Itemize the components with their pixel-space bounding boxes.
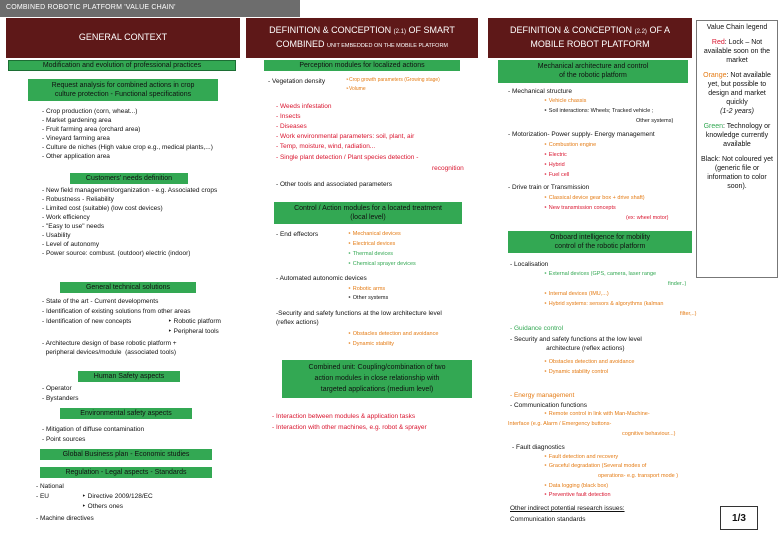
end-sub: ‣ Thermal devices [348,251,394,257]
technical-sub-robotic: ‣ Robotic platform [168,318,221,325]
sec-sub: ‣ Dynamic stability control [544,369,609,375]
legend-green: Green: Technology or knowledge currently available [703,123,771,148]
motor-sub: ‣ Hybrid [544,162,565,168]
business-plan-box: Global Business plan - Economic studies [40,449,212,460]
end-sub: ‣ Electrical devices [348,241,396,247]
security-2-1: -Security and safety functions at the low architecture level (reflex actions) [276,310,442,326]
conception-2-2-header: DEFINITION & CONCEPTION (2.2) OF A MOBILE ROBOT PLATFORM [488,18,692,58]
request-analysis-box: Request analysis for combined actions in crop culture protection - Functional specifications [28,79,218,101]
perception-item: - Diseases [276,123,307,130]
crop-item: - Market gardening area [42,117,112,124]
needs-item: - "Easy to use" needs [42,223,105,230]
perception-item: - Insects [276,113,301,120]
crop-item: - Crop production (corn, wheat...) [42,108,138,115]
motor-sub: ‣ Electric [544,152,567,158]
end-sub: ‣ Chemical sprayer devices [348,261,416,267]
security-2-2: - Security and safety functions at the low level architecture (reflex actions) [510,336,642,352]
reg-item: - Machine directives [36,515,94,522]
automated-devices: - Automated autonomic devices [276,275,367,282]
motorization: - Motorization- Power supply- Energy management [508,131,655,138]
customers-needs-box: Customers' needs definition [70,173,188,184]
human-safety-box: Human Safety aspects [78,371,180,382]
reg-sub-directive: ‣ Directive 2009/128/EC [82,493,153,500]
human-item: - Operator [42,385,72,392]
crop-item: - Fruit farming area (orchard area) [42,126,141,133]
other-tools: - Other tools and associated parameters [276,181,392,188]
crop-item: - Other application area [42,153,110,160]
mechanical-architecture-box: Mechanical architecture and control of the robotic platform [498,60,688,83]
comm-line3: cognitive behaviour...) [622,431,676,437]
needs-item: - Level of autonomy [42,241,100,248]
environmental-safety-box: Environmental safety aspects [60,408,192,419]
localisation: - Localisation [510,261,549,268]
fault-sub: ‣ Fault detection and recovery [544,454,619,460]
guidance-control: - Guidance control [510,325,564,332]
drive-sub: ‣ New transmission concepts [544,205,616,211]
internal-devices: ‣ Internal devices (IMU,...) [544,291,609,297]
auto-sub: ‣ Robotic arms [348,286,386,292]
perception-item: - Temp, moisture, wind, radiation... [276,143,376,150]
legend-red: Red: Lock – Not available soon on the market [703,39,771,64]
legend-title: Value Chain legend [706,24,768,31]
security-sub: ‣ Dynamic stability [348,341,395,347]
perception-item: - Weeds infestation [276,103,332,110]
perception-item: - Work environmental parameters: soil, plant, air [276,133,415,140]
technical-item: - Identification of existing solutions from other areas [42,308,191,315]
drive-sub-note: (ex: wheel motor) [626,215,669,221]
motor-sub: ‣ Combustion engine [544,142,597,148]
comm-line2: Interface (e.g. Alarm / Emergency buttons- [508,421,612,427]
technical-sub-tools: ‣ Peripheral tools [168,328,219,335]
control-action-box: Control / Action modules for a located treatment (local level) [274,202,462,224]
value-chain-legend [696,20,778,278]
technical-solutions-box: General technical solutions [60,282,196,293]
perception-item: - Single plant detection / Plant species detection - [276,154,419,161]
fault-sub: ‣ Graceful degradation (Several modes of [544,463,647,469]
needs-item: - Power source: combust. (outdoor) electric (indoor) [42,250,191,257]
energy-management: - Energy management [510,392,575,399]
fault-diagnostics: - Fault diagnostics [512,444,565,451]
recognition-label: recognition [432,165,464,172]
needs-item: - Limited cost (suitable) (low cost devices) [42,205,163,212]
security-sub: ‣ Obstacles detection and avoidance [348,331,439,337]
interaction-item: - Interaction with other machines, e.g. robot & sprayer [272,424,427,431]
end-effectors: - End effectors [276,231,319,238]
other-research: Other indirect potential research issues: [510,505,625,512]
needs-item: - New field management/organization - e.g. Associated crops [42,187,218,194]
drive-sub: ‣ Classical device gear box + drive shaft) [544,195,645,201]
filter: filter,..) [680,311,697,317]
veg-sub-growth: ‣Crop growth parameters (Growing stage) [346,77,440,83]
technical-item: - State of the art - Current developments [42,298,159,305]
interaction-item: - Interaction between modules & application tasks [272,413,416,420]
conception-2-1-header: DEFINITION & CONCEPTION (2.1) OF SMART COMBINED UNIT EMBEDDED ON THE MOBILE PLATFORM [246,18,478,58]
env-item: - Mitigation of diffuse contamination [42,426,145,433]
human-item: - Bystanders [42,395,79,402]
veg-sub-volume: ‣Volume [346,86,366,92]
drive-train: - Drive train or Transmission [508,184,590,191]
technical-item: peripheral devices/module (associated tools) [42,349,177,356]
needs-item: - Work efficiency [42,214,90,221]
onboard-intelligence-box: Onboard intelligence for mobility control of the robotic platform [508,231,692,253]
needs-item: - Robustness - Reliability [42,196,114,203]
reg-item: - National [36,483,64,490]
page-header: COMBINED ROBOTIC PLATFORM 'VALUE CHAIN' [0,0,300,17]
regulation-box: Regulation - Legal aspects - Standards [40,467,212,478]
communication-functions: - Communication functions [510,402,587,409]
combined-unit-box: Combined unit: Coupling/combination of two action modules in close relationship with targeted applications (medium level) [282,360,472,398]
end-sub: ‣ Mechanical devices [348,231,401,237]
perception-box: Perception modules for localized actions [264,60,460,71]
mechanical-structure: - Mechanical structure [508,88,572,95]
env-item: - Point sources [42,436,86,443]
finder: finder..) [668,281,687,287]
technical-item: - Architecture design of base robotic platform + [42,340,177,347]
crop-item: - Culture de niches (High value crop e.g., medical plants,...) [42,144,213,151]
legend-black: Black: Not coloured yet (generic file or information to color soon). [701,156,773,190]
page-number: 1/3 [720,506,758,530]
fault-line: operations- e.g. transport mode ) [598,473,679,479]
soil-interactions: ‣ Soil interactions: Wheels; Tracked vehicle ; [544,108,654,114]
vegetation-density: - Vegetation density [268,78,326,85]
comm-sub: ‣ Remote control in link with Man-Machine- [544,411,650,417]
auto-sub: ‣ Other systems [348,295,389,301]
vehicle-chassis: ‣ Vehicle chassis [544,98,587,104]
communication-standards: Communication standards [510,516,586,523]
motor-sub: ‣ Fuel cell [544,172,570,178]
other-systems: Other systems) [636,118,674,124]
reg-sub-others: ‣ Others ones [82,503,124,510]
modification-box: Modification and evolution of professional practices [8,60,236,71]
general-context-header: GENERAL CONTEXT [6,18,240,58]
external-devices: ‣ External devices (GPS, camera, laser range [544,271,657,277]
sec-sub: ‣ Obstacles detection and avoidance [544,359,635,365]
hybrid-systems: ‣ Hybrid systems: sensors & algorythms (kalman [544,301,664,307]
crop-item: - Vineyard farming area [42,135,110,142]
fault-sub: ‣ Preventive fault detection [544,492,611,498]
reg-item: - EU [36,493,49,500]
technical-item: - Identification of new concepts [42,318,132,325]
needs-item: - Usability [42,232,71,239]
legend-orange: Orange: Not available yet, but possible to design and market quickly (1-2 years) [703,72,771,115]
fault-sub: ‣ Data logging (black box) [544,483,609,489]
